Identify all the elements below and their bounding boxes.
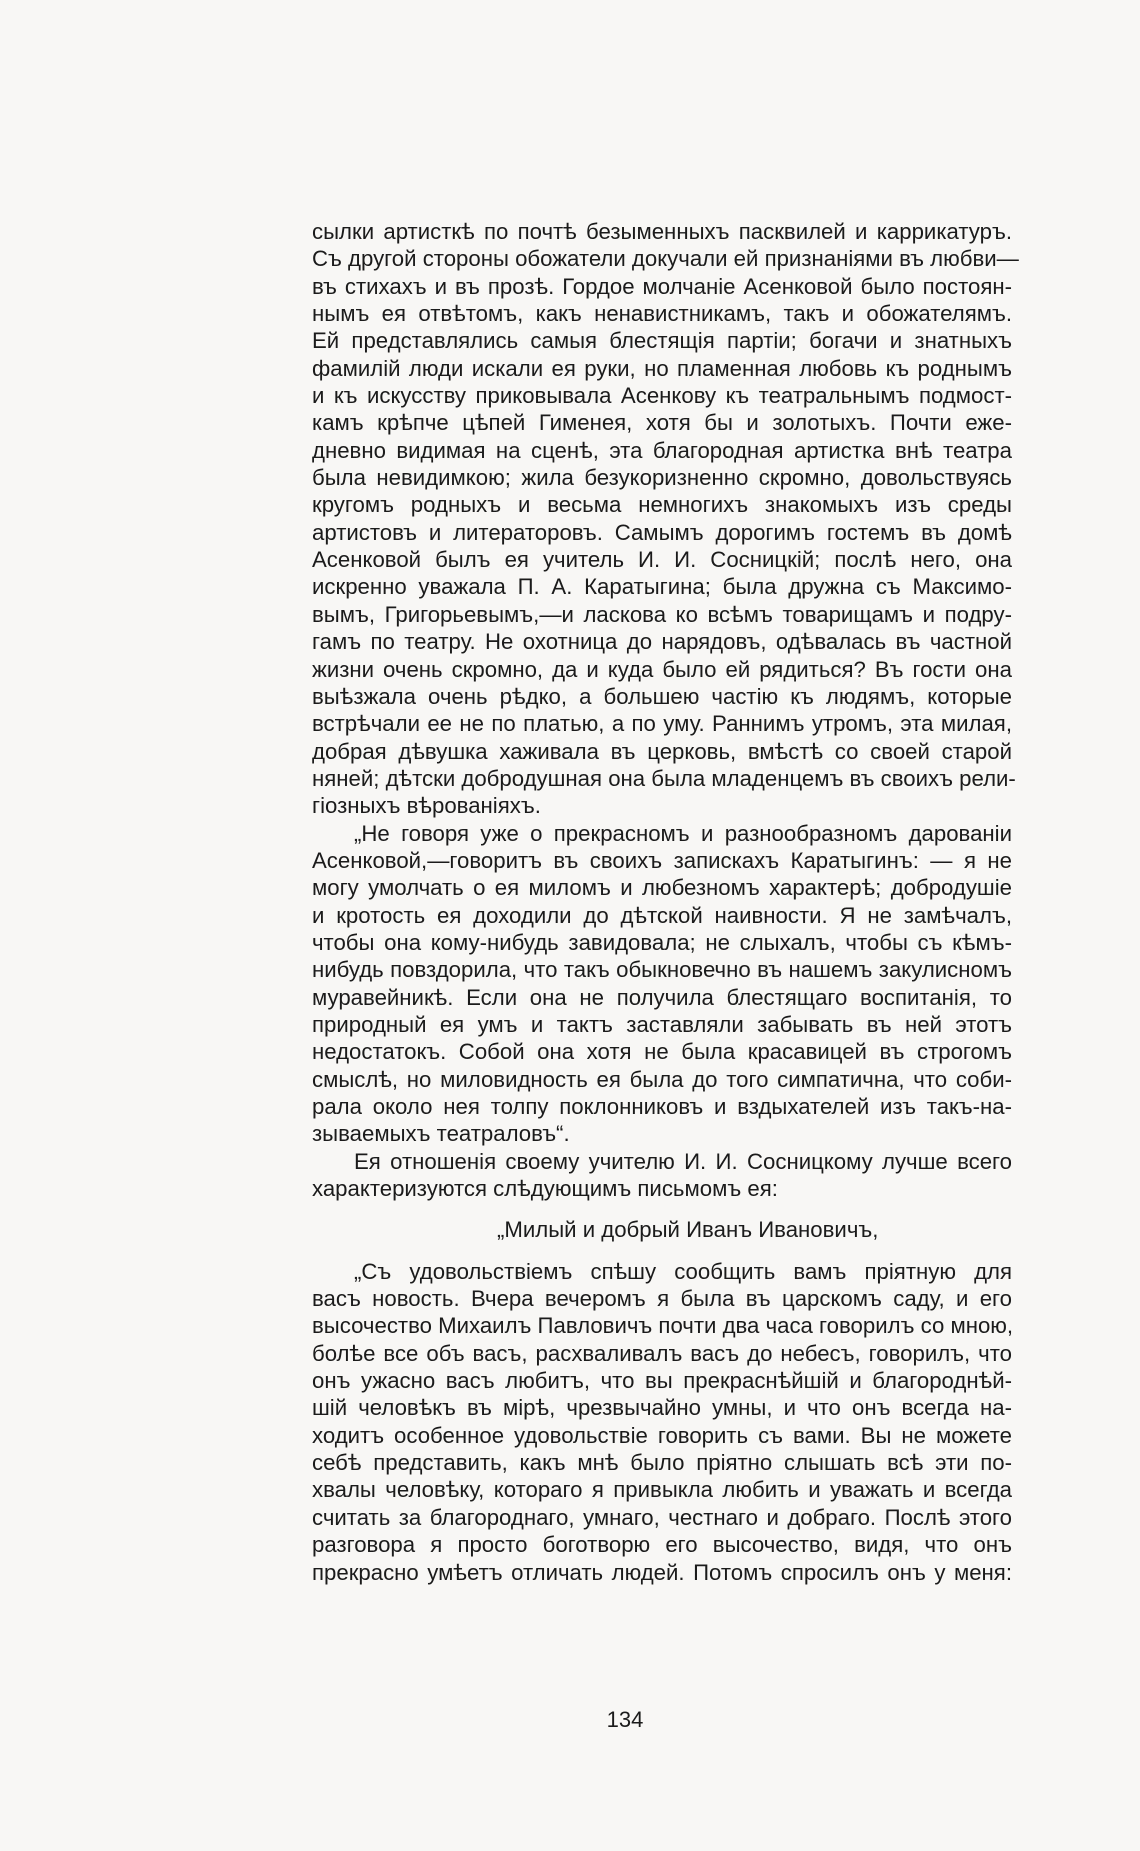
text-line: была невидимкою; жила безукоризненно скромно, довольствуясь: [312, 465, 1012, 491]
text-line: могу умолчать о ея миломъ и любезномъ характерѣ; добродушіе: [312, 875, 1012, 901]
text-line: выѣзжала очень рѣдко, а большею частію къ людямъ, которые: [312, 683, 1012, 709]
text-line: „Не говоря уже о прекрасномъ и разнообразномъ дарованіи: [354, 820, 1012, 846]
text-line: характеризуются слѣдующимъ письмомъ ея:: [312, 1176, 778, 1202]
text-line: смыслѣ, но миловидность ея была до того симпатична, что соби-: [312, 1066, 1012, 1092]
text-line: рала около нея толпу поклонниковъ и вздыхателей изъ такъ-на-: [312, 1094, 1012, 1119]
text-line: нымъ ея отвѣтомъ, какъ ненавистникамъ, такъ и обожателямъ.: [312, 301, 1012, 327]
text-line: фамилій люди искали ея руки, но пламенная любовь къ роднымъ: [312, 355, 1012, 381]
paragraph: [312, 218, 1019, 820]
text-line: артистовъ и литераторовъ. Самымъ дорогимъ гостемъ въ домѣ: [312, 519, 1012, 545]
text-line: природный ея умъ и тактъ заставляли забывать въ ней этотъ: [312, 1011, 1012, 1037]
text-line: дневно видимая на сценѣ, эта благородная артистка внѣ театра: [312, 437, 1012, 463]
spacer: [312, 1244, 1012, 1258]
text-line: высочество Михаилъ Павловичъ почти два часа говорилъ со мною,: [312, 1313, 1014, 1339]
text-line: Асенковой,—говоритъ въ своихъ запискахъ Каратыгинъ: — я не: [312, 847, 1012, 873]
text-line: хвалы человѣку, котораго я привыкла любить и уважать и всегда: [312, 1477, 1012, 1503]
text-line: Ея отношенія своему учителю И. И. Сосницкому лучше всего: [354, 1148, 1012, 1174]
text-line: шій человѣкъ въ мірѣ, чрезвычайно умны, и что онъ всегда на-: [312, 1395, 1012, 1421]
text-line: гамъ по театру. Не охотница до нарядовъ, одѣвалась въ частной: [312, 629, 1012, 655]
text-line: камъ крѣпче цѣпей Гименея, хотя бы и золотыхъ. Почти еже-: [312, 410, 1012, 436]
text-line: жизни очень скромно, да и куда было ей рядиться? Въ гости она: [312, 656, 1012, 682]
text-line: и кротость ея доходили до дѣтской наивности. Я не замѣчалъ,: [312, 902, 1012, 928]
text-line: искренно уважала П. А. Каратыгина; была дружна съ Максимо-: [312, 574, 1012, 600]
page-number: 134: [606, 1707, 644, 1732]
text-line: зываемыхъ театраловъ“.: [312, 1121, 570, 1147]
text-line: въ стихахъ и въ прозѣ. Гордое молчаніе Асенковой было постоян-: [312, 273, 1012, 299]
body-text: [312, 218, 1019, 1586]
text-line: встрѣчали ее не по платью, а по уму. Раннимъ утромъ, эта милая,: [312, 711, 1012, 737]
text-line: разговора я просто боготворю его высочество, видя, что онъ: [312, 1532, 1012, 1558]
text-line: кругомъ родныхъ и весьма немногихъ знакомыхъ изъ среды: [312, 492, 1012, 518]
text-line: Ей представлялись самыя блестящія партіи; богачи и знатныхъ: [312, 328, 1012, 354]
text-line: вымъ, Григорьевымъ,—и ласкова ко всѣмъ товарищамъ и подру-: [312, 601, 1012, 627]
paragraph: [312, 820, 1012, 1148]
text-line: и къ искусству приковывала Асенкову къ театральнымъ подмост-: [312, 383, 1012, 409]
text-line: добрая дѣвушка хаживала въ церковь, вмѣстѣ со своей старой: [312, 738, 1012, 764]
text-line: муравейникѣ. Если она не получила блестящаго воспитанія, то: [312, 984, 1012, 1010]
text-line: болѣе все объ васъ, расхваливалъ васъ до небесъ, говорилъ, что: [312, 1340, 1012, 1366]
paragraph: [312, 1258, 1012, 1586]
paragraph: [312, 1148, 1012, 1203]
text-line: нибудь повздорила, что такъ обыкновечно въ нашемъ закулисномъ: [312, 957, 1012, 983]
text-line: Съ другой стороны обожатели докучали ей признаніями въ любви—: [312, 246, 1019, 272]
text-line: онъ ужасно васъ любитъ, что вы прекраснѣйшій и благороднѣй-: [312, 1368, 1012, 1394]
text-line: няней; дѣтски добродушная она была младенцемъ въ своихъ рели-: [312, 765, 1016, 791]
text-line: сылки артисткѣ по почтѣ безыменныхъ пасквилей и каррикатуръ.: [312, 219, 1012, 244]
text-line: прекрасно умѣетъ отличать людей. Потомъ спросилъ онъ у меня:: [312, 1559, 1012, 1585]
text-line: считать за благороднаго, умнаго, честнаго и добраго. Послѣ этого: [312, 1504, 1012, 1530]
text-line: чтобы она кому-нибудь завидовала; не слыхалъ, чтобы съ кѣмъ-: [312, 929, 1012, 955]
text-line: Асенковой былъ ея учитель И. И. Сосницкій; послѣ него, она: [312, 547, 1012, 573]
text-line: ходитъ особенное удовольствіе говорить съ вами. Вы не можете: [312, 1422, 1012, 1448]
text-line: гіозныхъ вѣрованіяхъ.: [312, 793, 541, 819]
letter-salutation: „Милый и добрый Иванъ Ивановичъ,: [497, 1217, 879, 1243]
text-line: недостатокъ. Собой она хотя не была красавицей въ строгомъ: [312, 1039, 1012, 1065]
spacer: [312, 1202, 1012, 1216]
text-line: васъ новость. Вчера вечеромъ я была въ царскомъ саду, и его: [312, 1286, 1012, 1312]
text-line: „Съ удовольствіемъ спѣшу сообщить вамъ пріятную для: [354, 1258, 1012, 1284]
text-line: себѣ представить, какъ мнѣ было пріятно слышать всѣ эти по-: [312, 1450, 1012, 1476]
